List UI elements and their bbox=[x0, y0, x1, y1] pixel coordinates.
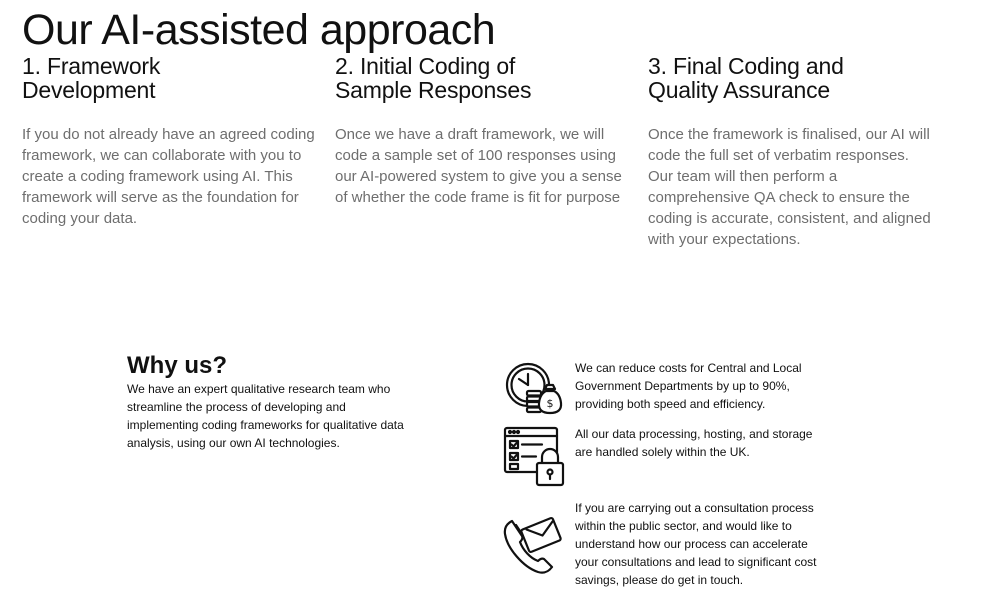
step-title: 1. Framework Development bbox=[22, 53, 161, 103]
feature-get-in-touch bbox=[502, 499, 832, 587]
feature-description: All our data processing, hosting, and storage are handled solely within the UK. bbox=[575, 427, 813, 459]
step-initial-coding bbox=[335, 54, 635, 208]
step-description: Once we have a draft framework, we will code a sample set of 100 responses using our AI-powered system to give you a sense of whether the code frame is fit for purpose bbox=[335, 126, 622, 206]
step-final-coding bbox=[648, 54, 938, 250]
feature-cost-reduction bbox=[502, 359, 832, 429]
step-description: If you do not already have an agreed coding framework, we can collaborate with you to create a coding framework using AI. This framework will serve as the foundation for coding your data. bbox=[22, 126, 315, 227]
svg-text:$: $ bbox=[546, 397, 554, 410]
checklist-lock-icon bbox=[502, 425, 566, 489]
step-framework-development bbox=[22, 54, 322, 229]
feature-description: We can reduce costs for Central and Local Government Departments by up to 90%, providing both speed and efficiency. bbox=[575, 361, 802, 411]
why-us-description: We have an expert qualitative research team who streamline the process of developing and implementing coding frameworks for qualitative data analysis, using our own AI technologies. bbox=[127, 382, 404, 450]
phone-envelope-icon bbox=[502, 515, 566, 579]
why-us-section bbox=[127, 352, 417, 452]
page-title: Our AI-assisted approach bbox=[22, 6, 496, 54]
clock-money-icon bbox=[502, 359, 566, 423]
step-description: Once the framework is finalised, our AI will code the full set of verbatim responses. Our team will then perform a comprehensive QA check to ensure the coding is accurate, consistent, and aligned with your expectations. bbox=[648, 126, 931, 248]
why-us-title: Why us? bbox=[127, 352, 227, 379]
feature-description: If you are carrying out a consultation process within the public sector, and would like to understand how our process can accelerate your consultations and lead to significant cost savings, please do get in touch. bbox=[575, 501, 817, 587]
step-title: 2. Initial Coding of Sample Responses bbox=[335, 53, 532, 103]
feature-uk-data-hosting bbox=[502, 425, 832, 495]
step-title: 3. Final Coding and Quality Assurance bbox=[648, 53, 844, 103]
